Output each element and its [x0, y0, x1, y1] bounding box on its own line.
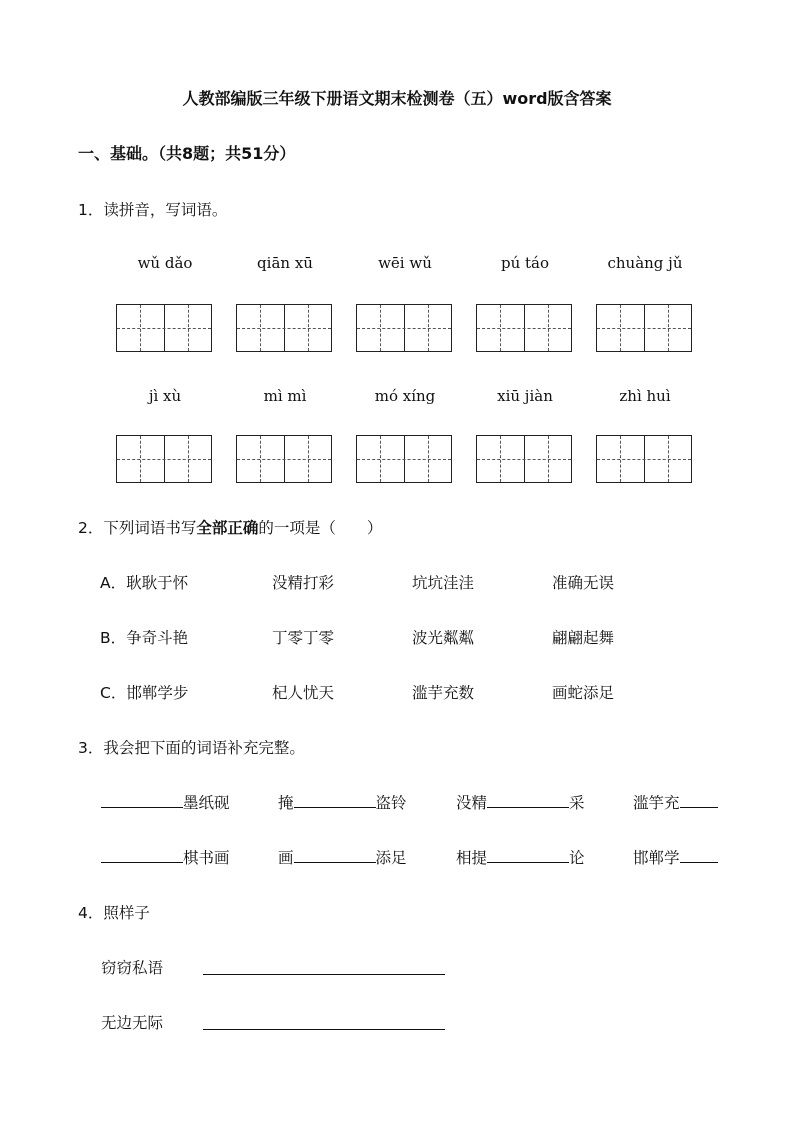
writing-grid[interactable]	[116, 304, 212, 352]
writing-grid[interactable]	[116, 435, 212, 483]
pinyin-label: wēi wǔ	[378, 254, 432, 272]
writing-grid[interactable]	[596, 304, 692, 352]
pinyin-label: pú táo	[500, 254, 550, 272]
idiom-blank: 墨纸砚	[101, 791, 230, 813]
writing-grid[interactable]	[476, 304, 572, 352]
pinyin-label: qiān xū	[257, 254, 313, 272]
pinyin-label: xiū jiàn	[497, 387, 553, 405]
answer-blank[interactable]	[680, 861, 718, 863]
idiom-blank: 邯郸学	[633, 846, 718, 868]
idiom-blank: 相提 论	[456, 849, 585, 867]
option-word: 滥芋充数	[412, 684, 475, 702]
option-a[interactable]: A．耿耿于怀	[100, 574, 189, 592]
writing-grid[interactable]	[476, 435, 572, 483]
option-word: 没精打彩	[272, 574, 335, 592]
example-word: 窃窃私语	[101, 959, 164, 977]
question-1: 1．读拼音，写词语。	[78, 201, 228, 219]
idiom-blank: 没精 采	[456, 794, 585, 812]
question-4: 4．照样子	[78, 904, 150, 922]
answer-blank[interactable]	[487, 861, 569, 863]
writing-grid[interactable]	[236, 435, 332, 483]
option-b[interactable]: B．争奇斗艳	[100, 629, 189, 647]
answer-blank[interactable]	[101, 806, 183, 808]
idiom-blank: 棋书画	[101, 846, 230, 868]
option-word: 波光粼粼	[412, 629, 475, 647]
idiom-blank: 掩 盗铃	[278, 794, 407, 812]
writing-grid[interactable]	[356, 435, 452, 483]
answer-blank[interactable]	[101, 861, 183, 863]
writing-grid[interactable]	[596, 435, 692, 483]
pinyin-label: mì mì	[263, 387, 307, 405]
pinyin-label: zhì huì	[619, 387, 671, 405]
idiom-blank: 滥竽充	[633, 791, 718, 813]
writing-grid[interactable]	[236, 304, 332, 352]
pinyin-label: wǔ dǎo	[137, 254, 193, 272]
answer-line[interactable]	[203, 974, 445, 975]
section-heading: 一、基础。（共8题；共51分）	[78, 144, 296, 163]
pinyin-label: jì xù	[148, 387, 182, 405]
writing-grid[interactable]	[356, 304, 452, 352]
pinyin-label: mó xíng	[374, 387, 436, 405]
option-word: 翩翩起舞	[552, 629, 615, 647]
example-word: 无边无际	[101, 1014, 164, 1032]
answer-blank[interactable]	[487, 806, 569, 808]
pinyin-label: chuàng jǔ	[607, 254, 683, 272]
option-word: 坑坑洼洼	[412, 574, 475, 592]
answer-blank[interactable]	[680, 806, 718, 808]
option-word: 杞人忧天	[272, 684, 335, 702]
answer-blank[interactable]	[294, 806, 376, 808]
option-word: 丁零丁零	[272, 629, 335, 647]
question-3: 3．我会把下面的词语补充完整。	[78, 739, 305, 757]
option-word: 画蛇添足	[552, 684, 615, 702]
idiom-blank: 画 添足	[278, 849, 407, 867]
option-c[interactable]: C．邯郸学步	[100, 684, 189, 702]
page-title: 人教部编版三年级下册语文期末检测卷（五）word版含答案	[182, 89, 612, 108]
answer-blank[interactable]	[294, 861, 376, 863]
question-2: 2．下列词语书写全部正确的一项是（ ）	[78, 519, 383, 537]
option-word: 准确无误	[552, 574, 615, 592]
answer-line[interactable]	[203, 1029, 445, 1030]
